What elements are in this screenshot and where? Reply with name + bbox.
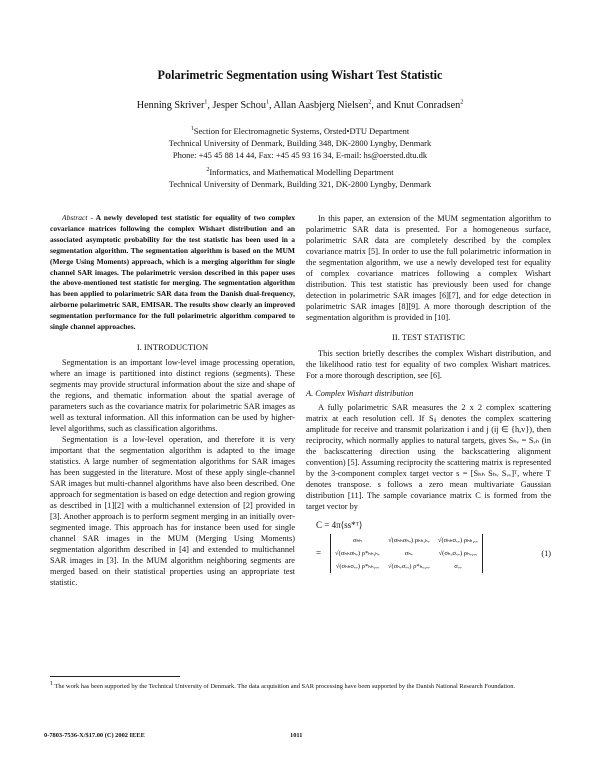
matrix-cell: √(σₕₕσᵥᵥ) ρₕₕ,ᵥᵥ (437, 537, 478, 544)
affiliation-address: Technical University of Denmark, Building 348, DK-2800 Lyngby, Denmark (168, 138, 432, 148)
affiliation-mark: 1 (204, 99, 208, 106)
affiliation-mark: 1 (190, 126, 194, 133)
matrix-cell: √(σₕᵥσᵥᵥ) ρₕᵥ,ᵥᵥ (438, 550, 478, 557)
affiliation-address: Technical University of Denmark, Building 321, DK-2800 Lyngby, Denmark (168, 179, 432, 189)
author-name: Allan Aasbjerg Nielsen (273, 100, 369, 111)
author-separator: , and (371, 100, 394, 111)
matrix-cell: σₕₕ (352, 537, 362, 544)
matrix-cell: √(σₕᵥσᵥᵥ) ρ*ₕᵥ,ᵥᵥ (387, 563, 430, 570)
right-paragraph-1: In this paper, an extension of the MUM segmentation algorithm to polarimetric SAR data is presented. For a homogeneous surface, polarimetric SAR data are completely described by the complex covariance matrix [5]. In order to use the full polarimetric information in the segmentation algorithm, we use a newly developed test for equality of complex covariance matrices following a complex Wishart distribution. This test statistic has previously been used for change detection in polarimetric SAR images [6][7], and for edge detection in polarimetric SAR images [8][9]. A more thorough description of the segmentation algorithm is provided in [10]. (306, 214, 551, 322)
affiliation-mark: 2 (368, 99, 372, 106)
abstract-label: Abstract (62, 213, 88, 222)
right-paragraph-3: A fully polarimetric SAR measures the 2 x 2 complex scattering matrix at each resolution cell. If Sᵢⱼ denotes the complex scattering amplitude for receive and transmit polarization i and j (ij ∈ {h,v}), then reciprocity, which normally applies to natural targets, gives Sₕᵥ = Sᵥₕ (in the backscattering direction using the backscattering alignment convention) [5]. Assuming reciprocity the scattering matrix is represented by the 3-component complex target vector s = [Sₕₕ Sₕᵥ Sᵥᵥ]ᵀ, where T denotes transpose. s follows a zero mean multivariate Gaussian distribution [11]. The sample covariance matrix C is formed from the target vector by (306, 403, 551, 511)
footnote-text: The work has been supported by the Technical University of Denmark. The data acquisition and SAR processing have been supported by the Danish National Research Foundation. (54, 683, 516, 690)
section-heading-introduction: I. INTRODUCTION (136, 341, 209, 352)
intro-paragraph-2: Segmentation is a low-level operation, and therefore it is very important that the segmentation algorithm is adapted to the image statistics. A large number of segmentation algorithms for SAR images has been suggested in the literature. Most of these apply single-channel SAR images but multi-channel algorithms have also been described. One approach for segmentation is based on edge detection and region growing as described in [1][2] with a multichannel extension of [2] provided in [3]. Another approach is to perform segment merging in an initially over-segmented image. This approach has for instance been used for single channel SAR images in the MUM (Merging Using Moments) segmentation algorithm described in [4] and extended to multichannel SAR images in [3]. In the MUM algorithm neighboring segments are merged based on their statistical properties using an appropriate test statistic. (50, 434, 295, 587)
affiliation-contact: Phone: +45 45 88 14 44, Fax: +45 45 93 16 34, E-mail: hs@oersted.dtu.dk (172, 150, 428, 160)
author-name: Knut Conradsen (393, 100, 461, 111)
section-heading-test-statistic: II. TEST STATISTIC (392, 332, 465, 342)
equals-sign: = (316, 548, 322, 558)
copyright-line: 0-7803-7536-X/$17.00 (C) 2002 IEEE (44, 732, 145, 739)
intro-paragraph-1: Segmentation is an important low-level image processing operation, where an image is partitioned into distinct regions (segments). These segments may provide structural information about the size and shape of the regions, and thematic information about the spatial average of parameters such as the covariance matrix for polarimetric SAR images as well as textural information. All this information can be used by higher-level algorithms, such as classification algorithms. (50, 357, 295, 433)
right-column (306, 213, 551, 573)
right-paragraph-2: This section briefly describes the complex Wishart distribution, and the likelihood ratio test for equality of two complex Wishart matrices. For a more thorough description, see [6]. (306, 349, 551, 380)
affiliation-dept: Informatics, and Mathematical Modelling Department (209, 167, 394, 177)
affiliation-mark: 1 (265, 99, 269, 106)
covariance-matrix-equation (316, 534, 551, 573)
left-column (50, 213, 295, 588)
paper-title: Polarimetric Segmentation using Wishart Test Statistic (157, 68, 443, 82)
author-separator: , (207, 100, 213, 111)
author-separator: , (268, 100, 274, 111)
abstract-text: - A newly developed test statistic for equality of two complex covariance matrices following the complex Wishart distribution and an associated asymptotic probability for the test statistic has been used in a segmentation algorithm. The segmentation algorithm is based on the MUM (Merge Using Moments) approach, which is a merging algorithm for single channel SAR images. The polarimetric version described in this paper uses the above-mentioned test statistic for merging. The segmentation algorithm has been applied to polarimetric SAR data from the Danish dual-frequency, airborne polarimetric SAR, EMISAR. The results show clearly an improved segmentation performance for the full polarimetric algorithm compared to single channel approaches. (50, 213, 295, 332)
matrix-cell: √(σₕₕσₕᵥ) ρ*ₕₕ,ₕᵥ (335, 550, 380, 557)
author-name: Jesper Schou (212, 100, 266, 111)
abstract (50, 213, 295, 333)
matrix-cell: √(σₕₕσᵥᵥ) ρ*ₕₕ,ᵥᵥ (335, 563, 380, 570)
author-list (0, 100, 600, 111)
matrix-cell: σₕᵥ (404, 550, 413, 557)
page-number: 1011 (290, 732, 303, 739)
equation-1-lhs: C = 4π⟨ss*ᵀ⟩ (316, 520, 363, 530)
matrix-cell: √(σₕₕσₕᵥ) ρₕₕ,ₕᵥ (388, 537, 430, 544)
subsection-heading: A. Complex Wishart distribution (306, 389, 414, 398)
footnote-mark: 1 (50, 680, 53, 687)
affiliation-1 (0, 125, 600, 161)
matrix-table (330, 534, 483, 573)
affiliation-mark: 2 (460, 99, 464, 106)
matrix-cell: σᵥᵥ (454, 563, 462, 570)
author-name: Henning Skriver (136, 100, 205, 111)
footnote (50, 682, 562, 692)
affiliation-dept: Section for Electromagnetic Systems, Orsted•DTU Department (193, 126, 410, 136)
affiliation-2 (0, 166, 600, 190)
affiliation-mark: 2 (206, 167, 210, 174)
footnote-divider (50, 676, 180, 677)
equation-number: (1) (541, 549, 551, 558)
